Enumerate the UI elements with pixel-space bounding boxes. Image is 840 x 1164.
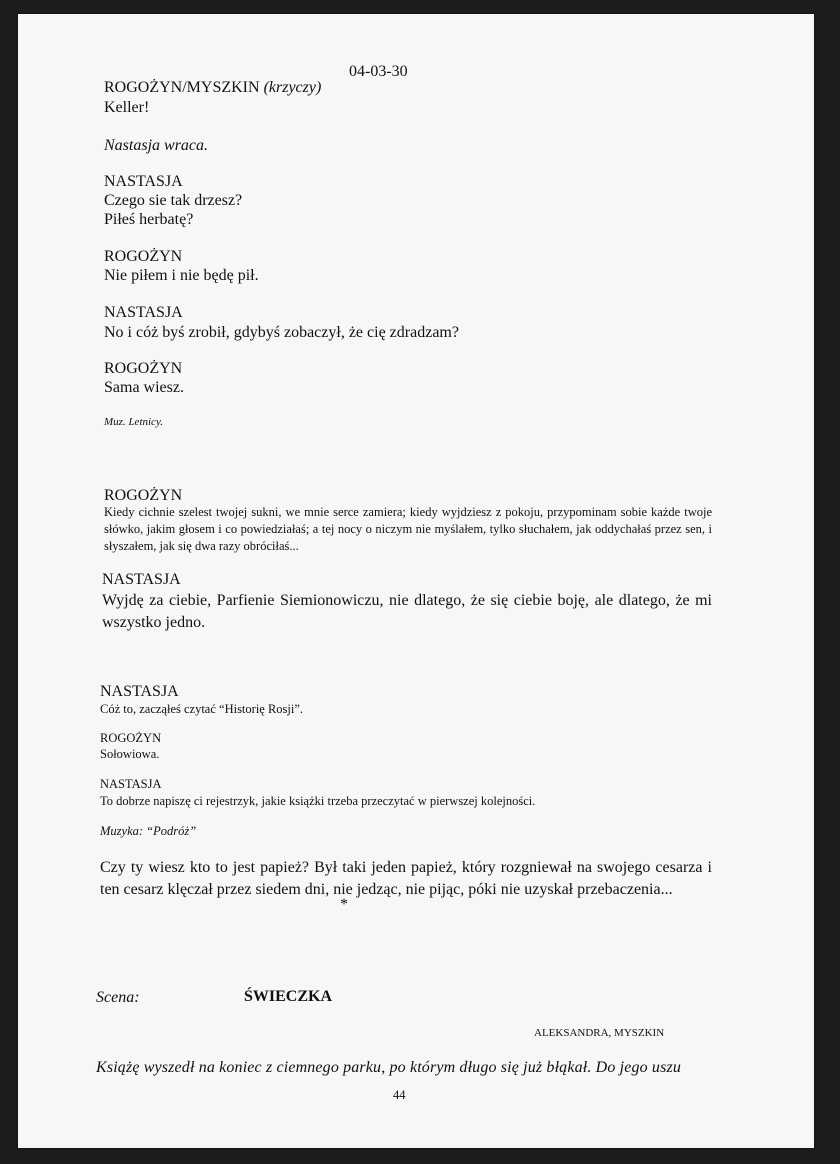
speaker-name: NASTASJA: [100, 683, 179, 700]
page-date: 04-03-30: [349, 63, 408, 80]
narrative-line: Książę wyszedł na koniec z ciemnego parku, po którym długo się już błąkał. Do jego uszu: [96, 1059, 681, 1076]
dialogue-line: Sołowiowa.: [100, 747, 160, 761]
dialogue-line: Sama wiesz.: [104, 379, 184, 396]
script-page: [18, 14, 814, 1148]
speaker-name: ROGOŻYN: [104, 360, 183, 377]
dialogue-paragraph: Kiedy cichnie szelest twojej sukni, we mnie serce zamiera; kiedy wyjdziesz z pokoju, przypominam sobie każde twoje słówko, jakim głosem i co powiedziałaś; a tej nocy o niczym nie myślałem, tylko słuchałem, jak oddychałaś przez sen, i słyszałem, jak się dwa razy obróciłaś...: [104, 505, 712, 553]
speaker-name: ROGOŻYN: [104, 487, 183, 504]
speaker-name: NASTASJA: [100, 777, 162, 791]
dialogue-line: Keller!: [104, 99, 150, 116]
stage-direction: Muz. Letnicy.: [104, 416, 163, 428]
speaker-heading: [104, 80, 321, 96]
stage-direction: (krzyczy): [263, 79, 322, 96]
speaker-name: NASTASJA: [102, 571, 181, 588]
section-separator: *: [340, 896, 348, 913]
dialogue-paragraph: Czy ty wiesz kto to jest papież? Był taki jeden papież, który rozgniewał na swojego cesarza i ten cesarz klęczał przez siedem dni, nie jedząc, nie pijąc, póki nie uzyskał przebaczenia...: [100, 859, 712, 898]
scene-characters: ALEKSANDRA, MYSZKIN: [534, 1027, 665, 1039]
dialogue-line: To dobrze napiszę ci rejestrzyk, jakie książki trzeba przeczytać w pierwszej kolejności.: [100, 794, 536, 808]
stage-direction: Nastasja wraca.: [104, 137, 209, 154]
dialogue-line: No i cóż byś zrobił, gdybyś zobaczył, że cię zdradzam?: [104, 324, 459, 341]
page-number: 44: [393, 1088, 406, 1102]
dialogue-line: Czego sie tak drzesz?: [104, 192, 243, 209]
dialogue-line: Cóż to, zacząłeś czytać “Historię Rosji”.: [100, 702, 304, 716]
stage-direction: Muzyka: “Podróż”: [100, 824, 197, 838]
dialogue-line: Piłeś herbatę?: [104, 211, 194, 228]
dialogue-paragraph: Wyjdę za ciebie, Parfienie Siemionowiczu, nie dlatego, że się ciebie boję, ale dlatego, że mi wszystko jedno.: [102, 592, 712, 631]
speaker-name: ROGOŻYN/MYSZKIN: [104, 79, 260, 96]
speaker-name: NASTASJA: [104, 304, 183, 321]
speaker-name: NASTASJA: [104, 173, 183, 190]
speaker-name: ROGOŻYN: [104, 248, 183, 265]
dialogue-line: Nie piłem i nie będę pił.: [104, 267, 259, 284]
scene-label: Scena:: [96, 989, 140, 1006]
scene-title: ŚWIECZKA: [244, 988, 333, 1005]
speaker-name: ROGOŻYN: [100, 731, 162, 745]
